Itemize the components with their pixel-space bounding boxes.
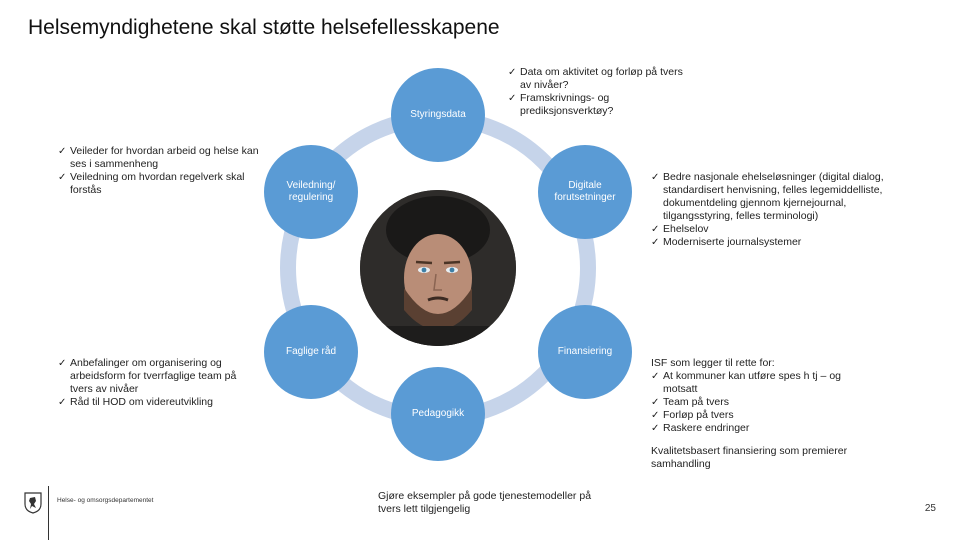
list-item: ✓ Bedre nasjonale ehelseløsninger (digital dialog, standardisert henvisning, felles legemiddelliste, dokumentdeling gjennom kjernejournal, tilgangsstyring, felles terminologi) bbox=[651, 171, 906, 223]
portrait-image bbox=[360, 190, 516, 346]
node-pedagogikk: Pedagogikk bbox=[391, 367, 485, 461]
bottom-text: Gjøre eksempler på gode tjenestemodeller på tvers lett tilgjengelig bbox=[378, 490, 592, 515]
page-number: 25 bbox=[924, 503, 936, 514]
list-item: ✓ At kommuner kan utføre spes h tj – og motsatt bbox=[651, 370, 851, 396]
block-lower-left bbox=[58, 357, 248, 409]
node-finansiering: Finansiering bbox=[538, 305, 632, 399]
page-title: Helsemyndighetene skal støtte helsefellesskapene bbox=[28, 16, 500, 39]
block-upper-left bbox=[58, 145, 273, 197]
block-outro: Kvalitetsbasert finansiering som premierer samhandling bbox=[651, 445, 848, 470]
node-styringsdata: Styringsdata bbox=[391, 68, 485, 162]
node-faglige-rad: Faglige råd bbox=[264, 305, 358, 399]
list-item: ✓ Råd til HOD om videreutvikling bbox=[58, 396, 248, 409]
coat-of-arms-icon bbox=[24, 492, 42, 514]
list-item: ✓ Anbefalinger om organisering og arbeidsform for tverrfaglige team på tvers av nivåer bbox=[58, 357, 248, 396]
list-item: ✓ Ehelselov bbox=[651, 223, 906, 236]
list-item: ✓ Veileder for hvordan arbeid og helse kan ses i sammenheng bbox=[58, 145, 273, 171]
list-item: ✓ Veiledning om hvordan regelverk skal forstås bbox=[58, 171, 273, 197]
list-item: ✓ Moderniserte journalsystemer bbox=[651, 236, 906, 249]
list-item: ✓ Data om aktivitet og forløp på tvers av nivåer? bbox=[508, 66, 683, 92]
block-upper-right bbox=[651, 171, 906, 249]
block-intro: ISF som legger til rette for: bbox=[651, 357, 775, 369]
node-veiledning-regulering: Veiledning/ regulering bbox=[264, 145, 358, 239]
ministry-name: Helse- og omsorgsdepartementet bbox=[57, 497, 154, 504]
block-top-right bbox=[508, 66, 683, 118]
block-lower-right bbox=[651, 357, 851, 471]
list-item: ✓ Team på tvers bbox=[651, 396, 851, 409]
footer-divider bbox=[48, 486, 49, 540]
list-item: ✓ Raskere endringer bbox=[651, 422, 851, 435]
list-item: ✓ Framskrivnings- og prediksjonsverktøy? bbox=[508, 92, 683, 118]
list-item: ✓ Forløp på tvers bbox=[651, 409, 851, 422]
node-digitale-forutsetninger: Digitale forutsetninger bbox=[538, 145, 632, 239]
